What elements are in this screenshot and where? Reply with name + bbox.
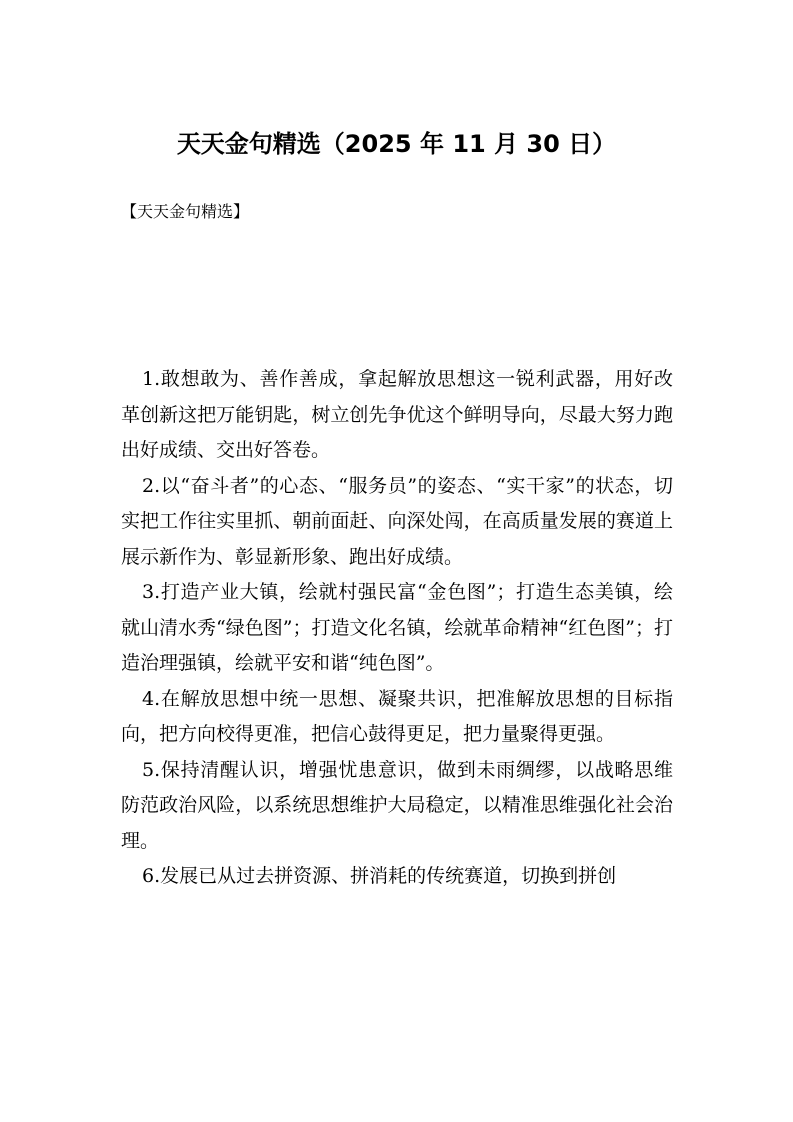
document-title: 天天金句精选（2025 年 11 月 30 日） xyxy=(176,130,617,158)
section-label: 【天天金句精选】 xyxy=(121,202,250,221)
document-body xyxy=(121,362,673,895)
paragraph-2: 2.以“奋斗者”的心态、“服务员”的姿态、“实干家”的状态，切实把工作往实里抓、朝前面赶、向深处闯，在高质量发展的赛道上展示新作为、彰显新形象、跑出好成绩。 xyxy=(121,474,673,568)
paragraph-6: 6.发展已从过去拼资源、拼消耗的传统赛道，切换到拼创 xyxy=(142,865,617,887)
paragraph-4: 4.在解放思想中统一思想、凝聚共识，把准解放思想的目标指向，把方向校得更准，把信心鼓得更足，把力量聚得更强。 xyxy=(121,687,673,745)
paragraph-3: 3.打造产业大镇，绘就村强民富“金色图”；打造生态美镇，绘就山清水秀“绿色图”；打造文化名镇，绘就革命精神“红色图”；打造治理强镇，绘就平安和谐“纯色图”。 xyxy=(121,581,673,674)
paragraph-1: 1.敢想敢为、善作善成，拿起解放思想这一锐利武器，用好改革创新这把万能钥匙，树立创先争优这个鲜明导向，尽最大努力跑出好成绩、交出好答卷。 xyxy=(121,368,673,461)
paragraph-5: 5.保持清醒认识，增强忧患意识，做到未雨绸缪，以战略思维防范政治风险，以系统思想维护大局稳定，以精准思维强化社会治理。 xyxy=(121,758,673,852)
